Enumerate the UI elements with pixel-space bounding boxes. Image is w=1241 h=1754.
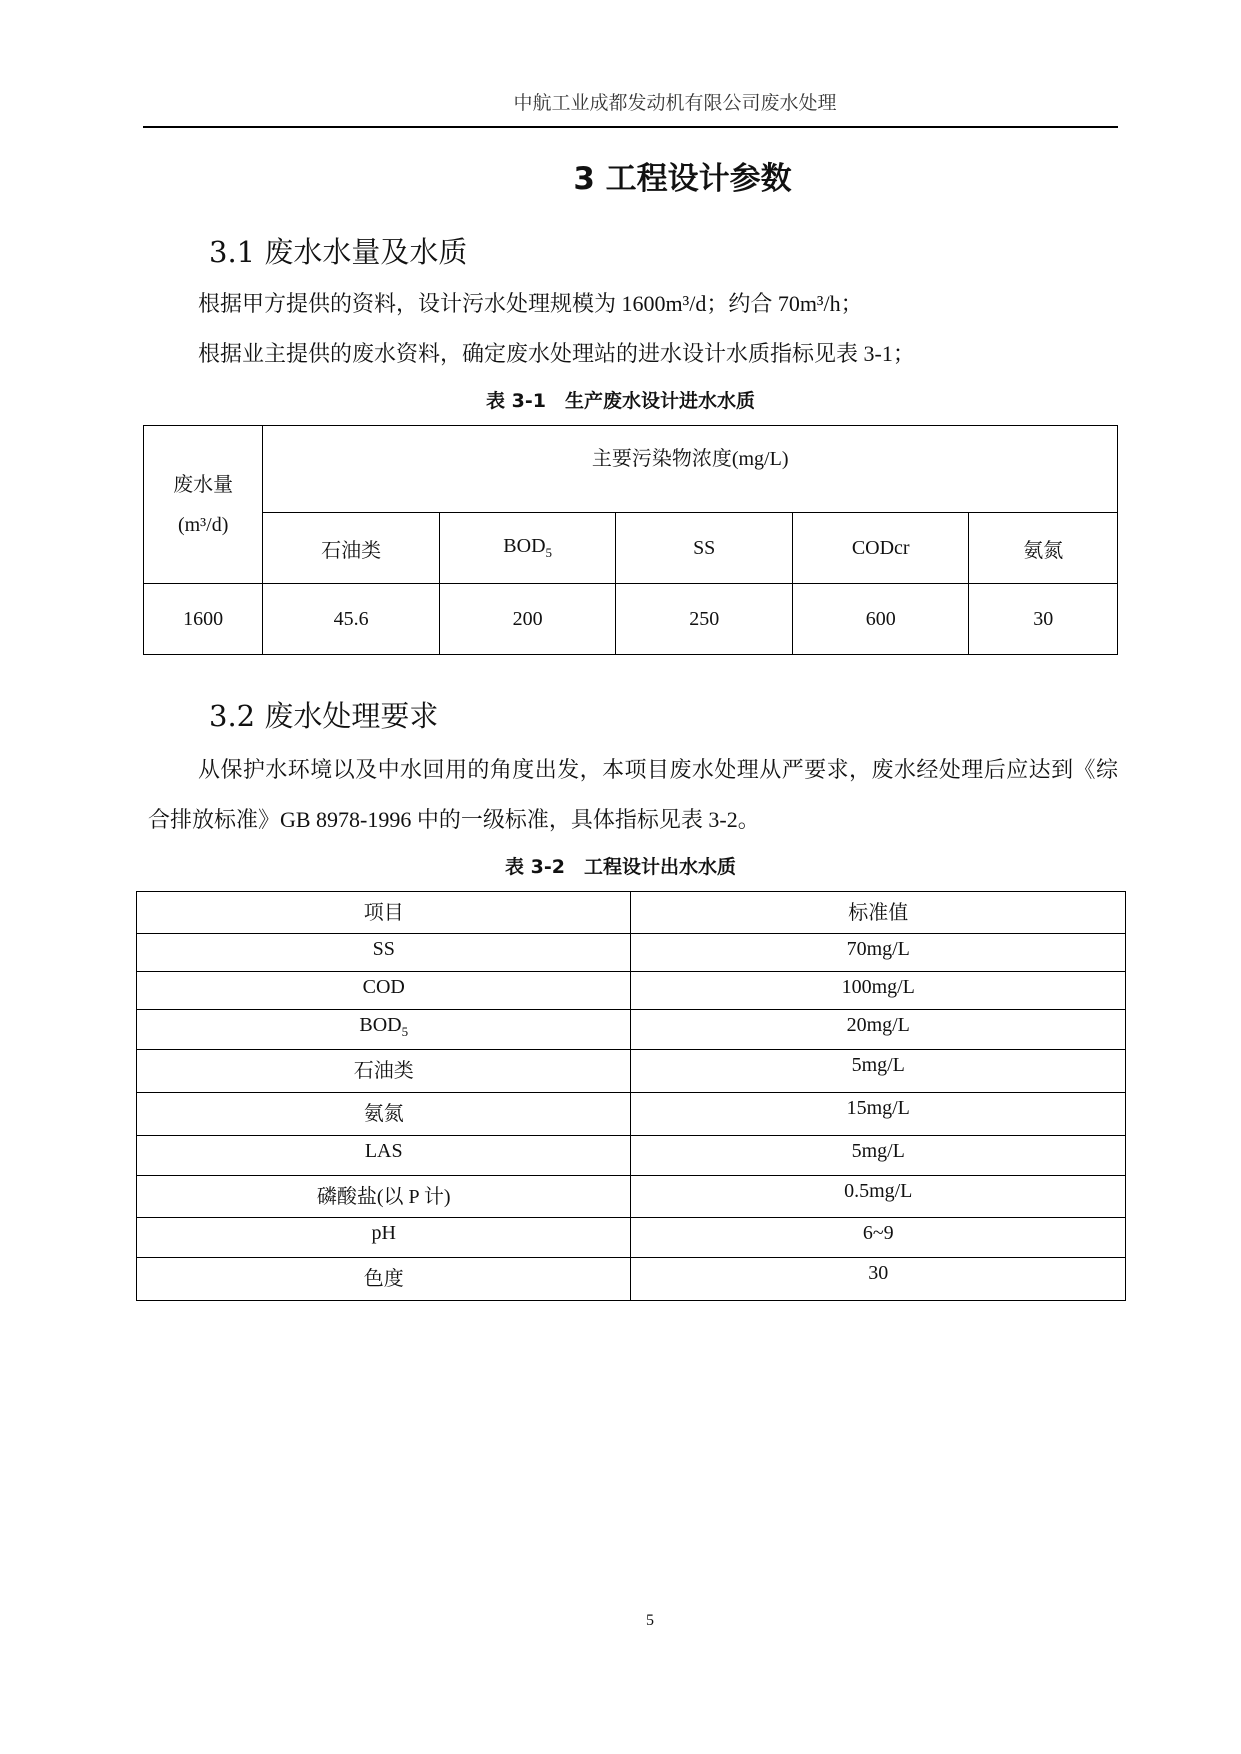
row-item: 氨氮 <box>137 1093 631 1136</box>
row-value: 15mg/L <box>631 1093 1126 1136</box>
row-item-text: BOD <box>359 1014 402 1036</box>
header-item-cell: 项目 <box>137 892 631 934</box>
influent-quality-table <box>143 425 1118 655</box>
table-row <box>137 1093 1126 1136</box>
section-title-3-1: 3.1 废水水量及水质 <box>209 235 468 269</box>
table-row <box>137 1010 1126 1050</box>
row-value: 30 <box>631 1258 1126 1301</box>
paragraph-design-scale: 根据甲方提供的资料，设计污水处理规模为 1600m³/d；约合 70m³/h； <box>198 291 863 316</box>
row-item <box>137 1010 631 1050</box>
table-row <box>137 972 1126 1010</box>
table-row <box>137 1136 1126 1176</box>
running-header: 中航工业成都发动机有限公司废水处理 <box>513 93 837 114</box>
cell-bod: 200 <box>439 584 616 655</box>
table-row <box>137 1176 1126 1218</box>
section-title-3-2: 3.2 废水处理要求 <box>209 699 439 733</box>
flow-header-unit: (m³/d) <box>177 513 229 536</box>
cell-ss: 250 <box>616 584 793 655</box>
cell-cod: 600 <box>792 584 969 655</box>
cell-oil: 45.6 <box>263 584 440 655</box>
table-row <box>137 1218 1126 1258</box>
row-item: pH <box>137 1218 631 1258</box>
paragraph-influent-intro: 根据业主提供的废水资料，确定废水处理站的进水设计水质指标见表 3-1； <box>198 341 915 366</box>
table-row <box>137 934 1126 972</box>
table-3-2-caption: 表 3-2 工程设计出水水质 <box>505 856 736 878</box>
row-value: 100mg/L <box>631 972 1126 1010</box>
row-value: 5mg/L <box>631 1050 1126 1093</box>
header-rule <box>143 126 1118 128</box>
col-header-ss: SS <box>616 513 793 584</box>
table-3-1-caption: 表 3-1 生产废水设计进水水质 <box>486 390 755 412</box>
col-header-bod-sub: 5 <box>545 545 553 560</box>
row-value: 0.5mg/L <box>631 1176 1126 1218</box>
cell-nh3: 30 <box>969 584 1118 655</box>
effluent-quality-table <box>136 891 1126 1301</box>
row-value: 6~9 <box>631 1218 1126 1258</box>
chapter-title: 3 工程设计参数 <box>573 161 792 197</box>
row-value: 5mg/L <box>631 1136 1126 1176</box>
col-header-bod-text: BOD <box>503 535 546 557</box>
row-item: LAS <box>137 1136 631 1176</box>
col-header-bod <box>439 513 616 584</box>
table-row <box>144 584 1118 655</box>
row-value: 70mg/L <box>631 934 1126 972</box>
flow-header-label: 废水量 <box>173 473 234 496</box>
row-item: 石油类 <box>137 1050 631 1093</box>
row-item: 磷酸盐(以 P 计) <box>137 1176 631 1218</box>
flow-header-cell <box>144 426 263 584</box>
col-header-cod: CODcr <box>792 513 969 584</box>
cell-flow: 1600 <box>144 584 263 655</box>
row-value: 20mg/L <box>631 1010 1126 1050</box>
col-header-nh3: 氨氮 <box>969 513 1118 584</box>
header-value-cell: 标准值 <box>631 892 1126 934</box>
row-item: COD <box>137 972 631 1010</box>
table-row <box>137 1258 1126 1301</box>
pollutant-header-cell: 主要污染物浓度(mg/L) <box>263 426 1118 513</box>
row-item-sub: 5 <box>401 1024 409 1039</box>
table-row <box>137 1050 1126 1093</box>
col-header-oil: 石油类 <box>263 513 440 584</box>
page-number: 5 <box>646 1612 654 1629</box>
row-item: SS <box>137 934 631 972</box>
row-item: 色度 <box>137 1258 631 1301</box>
paragraph-requirements: 从保护水环境以及中水回用的角度出发，本项目废水处理从严要求，废水经处理后应达到《综合排放标准》GB 8978-1996 中的一级标准，具体指标见表 3-2。 <box>148 757 1118 832</box>
